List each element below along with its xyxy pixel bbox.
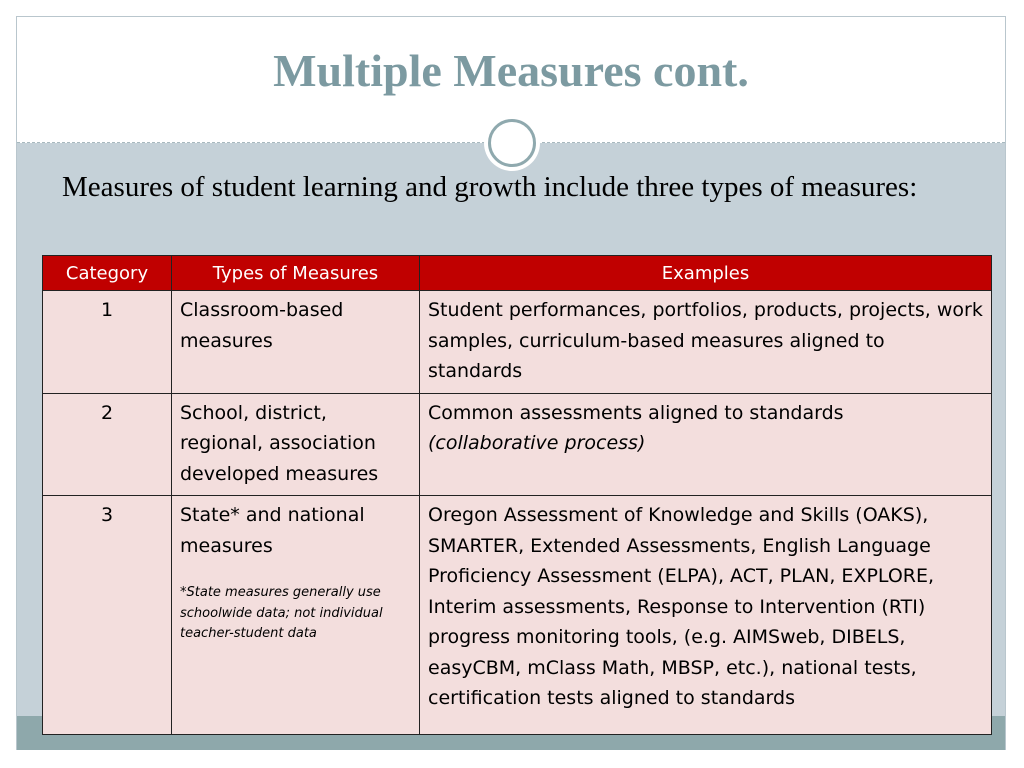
row-examples-cell (420, 393, 992, 496)
row-type-cell (172, 496, 420, 735)
divider-circle-icon (488, 119, 536, 167)
table-row (43, 393, 992, 496)
row-type: Classroom-based measures (172, 291, 420, 394)
slide-subtitle: Measures of student learning and growth include three types of measures: (62, 171, 918, 203)
header-types-of-measures: Types of Measures (172, 256, 420, 291)
row-examples-note: (collaborative process) (428, 432, 646, 454)
row-category: 3 (43, 496, 172, 735)
row-type: School, district, regional, association developed measures (172, 393, 420, 496)
row-type-note: *State measures generally use schoolwide data; not individual teacher-student data (180, 585, 383, 641)
table-row (43, 291, 992, 394)
row-examples: Student performances, portfolios, products, projects, work samples, curriculum-based measures aligned to standards (420, 291, 992, 394)
slide-title: Multiple Measures cont. (273, 45, 749, 96)
table-header-row (43, 256, 992, 291)
row-category: 2 (43, 393, 172, 496)
header-category: Category (43, 256, 172, 291)
row-examples: Oregon Assessment of Knowledge and Skills (OAKS), SMARTER, Extended Assessments, English Language Proficiency Assessment (ELPA), ACT, PLAN, EXPLORE, Interim assessments, Response to Intervention (RTI) progress monitoring tools, (e.g. AIMSweb, DIBELS, easyCBM, mClass Math, MBSP, etc.), national tests, certification tests aligned to standards (420, 496, 992, 735)
row-examples: Common assessments aligned to standards (428, 401, 844, 424)
table-row (43, 496, 992, 735)
row-type: State* and national measures (180, 504, 365, 557)
measures-table (42, 255, 992, 735)
row-category: 1 (43, 291, 172, 394)
header-examples: Examples (420, 256, 992, 291)
